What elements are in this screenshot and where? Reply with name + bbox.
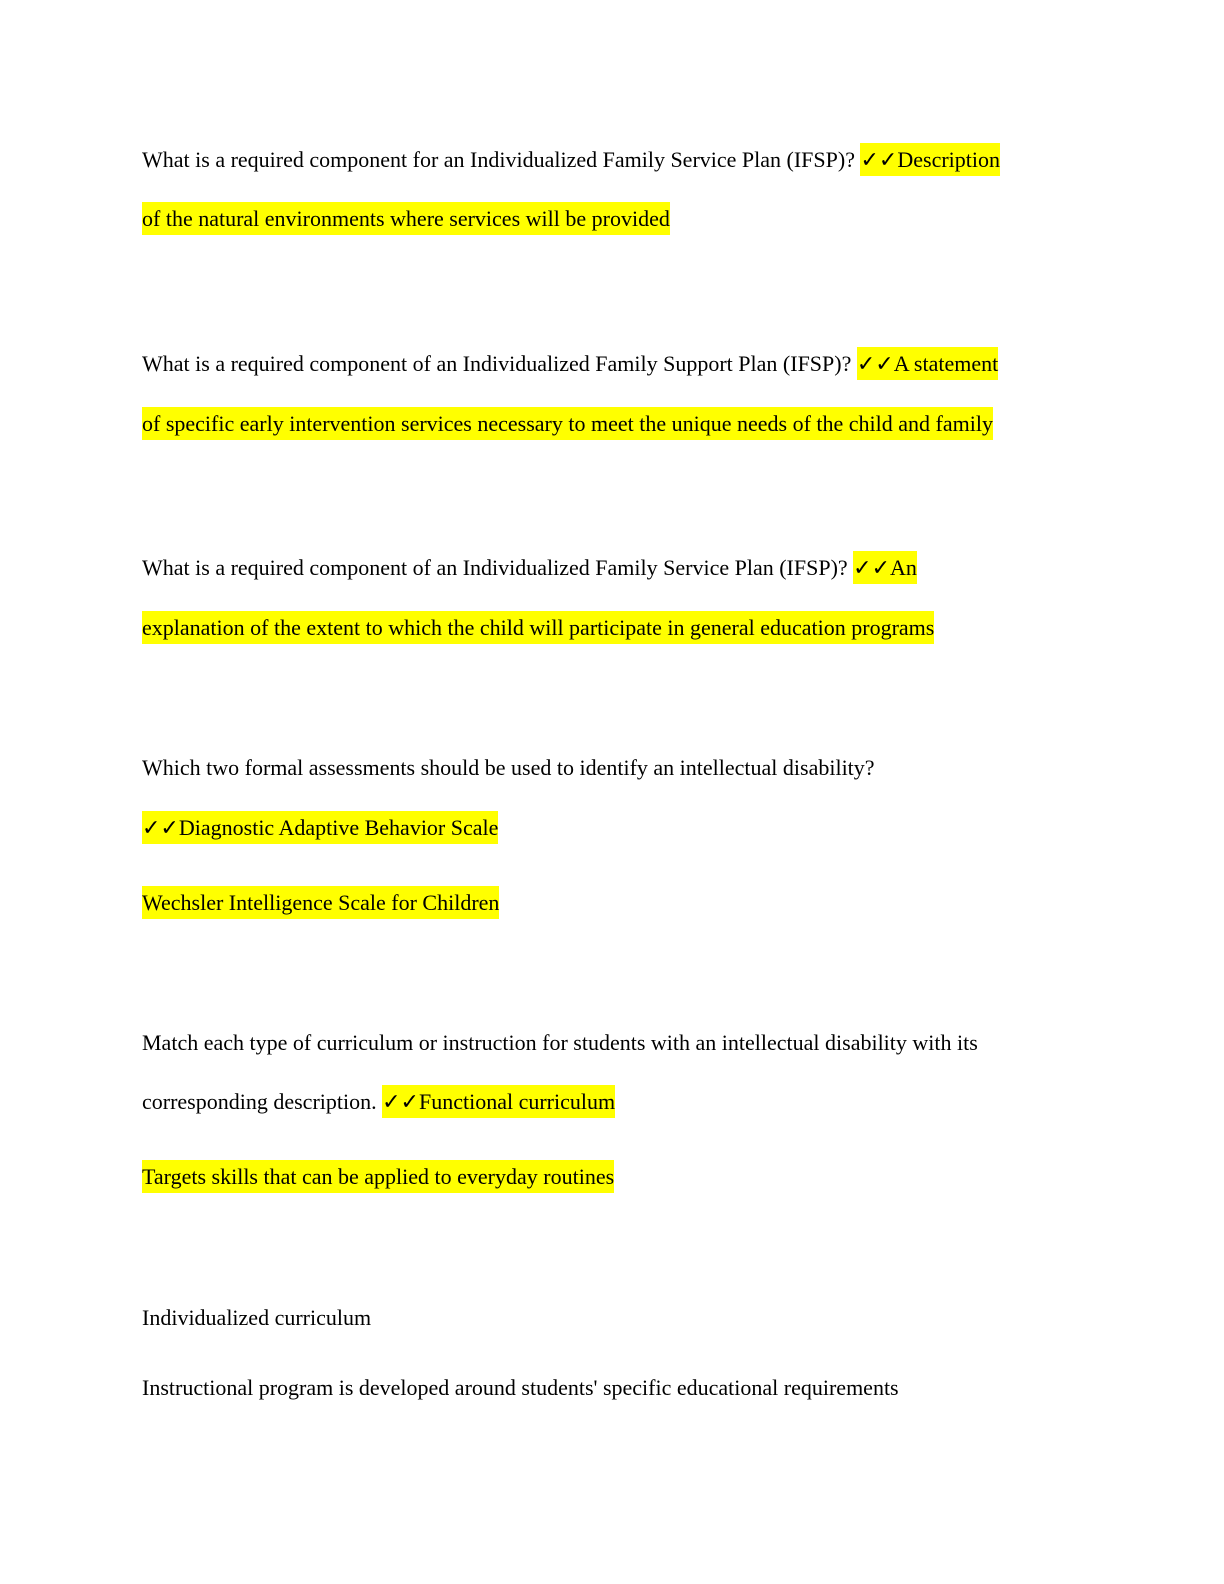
answer-1-text-start: Description [897,147,1001,172]
double-check-icon: ✓✓ [382,1090,419,1115]
question-5-line-2 [142,1084,615,1120]
question-5-text-continued: corresponding description. [142,1089,383,1114]
plain-line-2-text: Instructional program is developed around students' specific educational requirements [142,1375,899,1400]
answer-5-line-2 [142,1159,614,1195]
question-4-text: Which two formal assessments should be used to identify an intellectual disability? [142,755,875,780]
answer-1-line-2 [142,201,670,237]
answer-2-highlight [857,347,998,380]
question-1-line-1 [142,142,1000,178]
answer-4-line-1 [142,810,498,846]
plain-line-1 [142,1300,371,1336]
question-5-line-1 [142,1025,978,1061]
answer-4-text-continued: Wechsler Intelligence Scale for Children [142,886,499,919]
answer-2-line-2 [142,406,993,442]
plain-line-2 [142,1370,899,1406]
answer-4-text-start: Diagnostic Adaptive Behavior Scale [178,815,499,840]
answer-5-text-continued: Targets skills that can be applied to everyday routines [142,1160,614,1193]
question-4-line-1 [142,750,875,786]
answer-3-line-2 [142,610,934,646]
double-check-icon: ✓✓ [142,816,179,841]
answer-1-text-continued: of the natural environments where services will be provided [142,202,670,235]
answer-4-line-2 [142,885,499,921]
answer-4-highlight [142,811,498,844]
plain-line-1-text: Individualized curriculum [142,1305,372,1330]
answer-1-highlight [860,143,1000,176]
answer-3-text-continued: explanation of the extent to which the child will participate in general education programs [142,611,934,644]
double-check-icon: ✓✓ [853,556,891,581]
answer-3-highlight [853,551,917,584]
question-3-line-1 [142,550,917,586]
double-check-icon: ✓✓ [856,352,894,377]
answer-2-text-start: A statement [893,351,999,376]
answer-5-text-start: Functional curriculum [418,1089,616,1114]
question-5-text: Match each type of curriculum or instruction for students with an intellectual disability with its [142,1030,978,1055]
question-1-text: What is a required component for an Individualized Family Service Plan (IFSP)? [142,147,861,172]
answer-2-text-continued: of specific early intervention services necessary to meet the unique needs of the child and family [142,407,993,440]
answer-3-text-start: An [890,555,917,580]
double-check-icon: ✓✓ [860,148,898,173]
answer-5-highlight [382,1085,615,1118]
question-3-text: What is a required component of an Individualized Family Service Plan (IFSP)? [142,555,854,580]
question-2-text: What is a required component of an Individualized Family Support Plan (IFSP)? [142,351,857,376]
question-2-line-1 [142,346,998,382]
